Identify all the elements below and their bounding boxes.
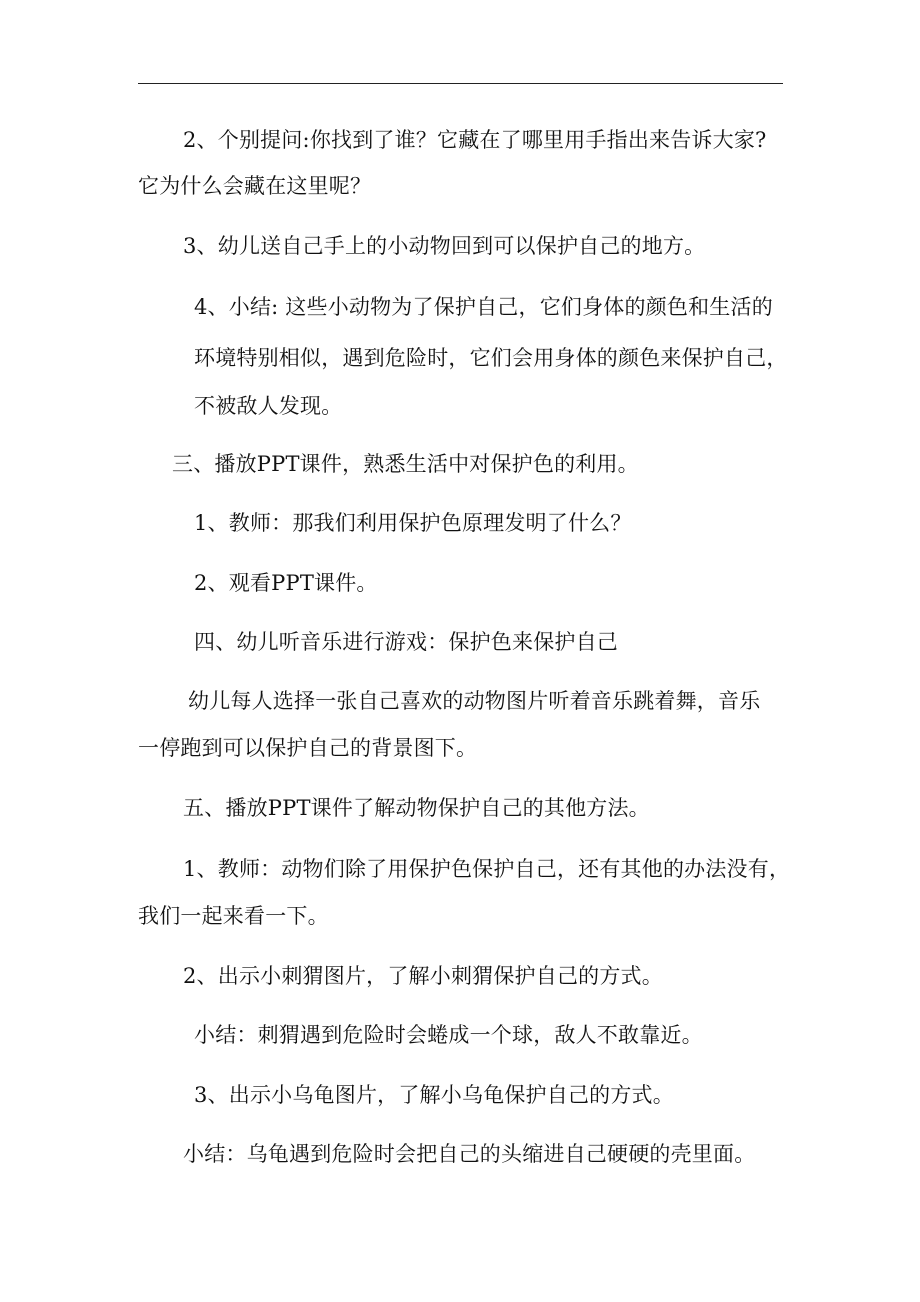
section-heading: 五、播放PPT课件了解动物保护自己的其他方法。 xyxy=(183,796,650,820)
paragraph-line: 3、幼儿送自己手上的小动物回到可以保护自己的地方。 xyxy=(183,234,706,258)
header-rule xyxy=(138,83,783,84)
section-heading: 四、幼儿听音乐进行游戏：保护色来保护自己 xyxy=(194,630,618,654)
paragraph-line: 幼儿每人选择一张自己喜欢的动物图片听着音乐跳着舞，音乐 xyxy=(188,689,761,713)
paragraph-line: 小结：乌龟遇到危险时会把自己的头缩进自己硬硬的壳里面。 xyxy=(183,1142,756,1166)
paragraph-line: 2、出示小刺猬图片，了解小刺猬保护自己的方式。 xyxy=(183,964,663,988)
paragraph-line: 1、教师：动物们除了用保护色保护自己，还有其他的办法没有， xyxy=(183,857,791,881)
paragraph-line: 它为什么会藏在这里呢？ xyxy=(138,174,372,198)
paragraph-line: 我们一起来看一下。 xyxy=(138,904,329,928)
paragraph-line: 小结：刺猬遇到危险时会蜷成一个球，敌人不敢靠近。 xyxy=(194,1023,703,1047)
paragraph-line: 环境特别相似，遇到危险时，它们会用身体的颜色来保护自己， xyxy=(194,346,788,370)
paragraph-line: 3、出示小乌龟图片，了解小乌龟保护自己的方式。 xyxy=(194,1083,674,1107)
paragraph-line: 4、小结: 这些小动物为了保护自己，它们身体的颜色和生活的 xyxy=(194,295,773,319)
section-heading: 三、播放PPT课件，熟悉生活中对保护色的利用。 xyxy=(172,452,639,476)
paragraph-line: 2、个别提问:你找到了谁？它藏在了哪里用手指出来告诉大家? xyxy=(183,128,767,152)
paragraph-line: 一停跑到可以保护自己的背景图下。 xyxy=(138,736,478,760)
paragraph-line: 2、观看PPT课件。 xyxy=(194,571,378,595)
paragraph-line: 1、教师：那我们利用保护色原理发明了什么？ xyxy=(194,511,632,535)
paragraph-line: 不被敌人发现。 xyxy=(194,394,343,418)
